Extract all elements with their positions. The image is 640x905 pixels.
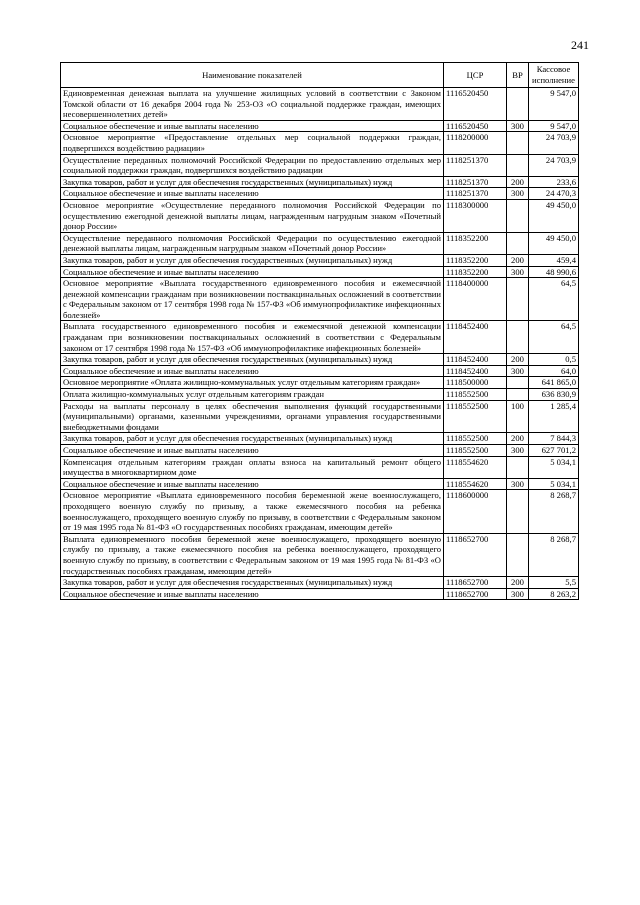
table-row — [61, 154, 579, 176]
row-csr-cell: 1118554620 — [444, 478, 507, 490]
table-header-row — [61, 63, 579, 88]
table-row — [61, 199, 579, 232]
row-csr-cell: 1118552500 — [444, 389, 507, 401]
table-row — [61, 478, 579, 490]
row-sum-cell: 9 547,0 — [529, 120, 579, 132]
row-vr-cell: 100 — [507, 400, 529, 433]
row-sum-cell: 636 830,9 — [529, 389, 579, 401]
row-sum-cell: 49 450,0 — [529, 232, 579, 254]
row-sum-cell: 24 470,3 — [529, 188, 579, 200]
table-row — [61, 88, 579, 121]
table-row — [61, 120, 579, 132]
row-sum-cell: 1 285,4 — [529, 400, 579, 433]
row-csr-cell: 1118400000 — [444, 278, 507, 321]
header-name: Наименование показателей — [61, 63, 444, 88]
row-sum-cell: 24 703,9 — [529, 154, 579, 176]
header-vr: ВР — [507, 63, 529, 88]
row-name-cell: Социальное обеспечение и иные выплаты населению — [61, 266, 444, 278]
row-vr-cell: 300 — [507, 266, 529, 278]
row-csr-cell: 1118251370 — [444, 176, 507, 188]
row-name-cell: Закупка товаров, работ и услуг для обеспечения государственных (муниципальных) нужд — [61, 433, 444, 445]
table-row — [61, 533, 579, 576]
row-csr-cell: 1118452400 — [444, 321, 507, 354]
table-row — [61, 577, 579, 589]
row-vr-cell: 300 — [507, 365, 529, 377]
row-vr-cell — [507, 199, 529, 232]
row-vr-cell: 200 — [507, 354, 529, 366]
row-csr-cell: 1118352200 — [444, 266, 507, 278]
row-sum-cell: 627 701,2 — [529, 445, 579, 457]
row-name-cell: Расходы на выплаты персоналу в целях обеспечения выполнения функций государственными (муниципальными) органами, казенными учреждениями, органами управления государственными внебюджетными фондами — [61, 400, 444, 433]
table-row — [61, 278, 579, 321]
row-csr-cell: 1116520450 — [444, 88, 507, 121]
row-name-cell: Социальное обеспечение и иные выплаты населению — [61, 478, 444, 490]
table-row — [61, 232, 579, 254]
row-vr-cell — [507, 278, 529, 321]
row-sum-cell: 49 450,0 — [529, 199, 579, 232]
row-name-cell: Социальное обеспечение и иные выплаты населению — [61, 365, 444, 377]
table-row — [61, 321, 579, 354]
row-name-cell: Компенсация отдельным категориям граждан оплаты взноса на капитальный ремонт общего имущества в многоквартирном доме — [61, 456, 444, 478]
row-name-cell: Социальное обеспечение и иные выплаты населению — [61, 120, 444, 132]
row-vr-cell: 300 — [507, 120, 529, 132]
row-sum-cell: 233,6 — [529, 176, 579, 188]
row-name-cell: Социальное обеспечение и иные выплаты населению — [61, 188, 444, 200]
row-csr-cell: 1118200000 — [444, 132, 507, 154]
row-vr-cell — [507, 132, 529, 154]
row-sum-cell: 48 990,6 — [529, 266, 579, 278]
row-name-cell: Социальное обеспечение и иные выплаты населению — [61, 445, 444, 457]
row-name-cell: Основное мероприятие «Осуществление переданного полномочия Российской Федерации по осуществлению ежегодной денежной выплаты лицам, награжденным нагрудным знаком «Почетный донор России» — [61, 199, 444, 232]
page-number: 241 — [571, 38, 589, 52]
row-sum-cell: 0,5 — [529, 354, 579, 366]
row-sum-cell: 459,4 — [529, 254, 579, 266]
row-csr-cell: 1118251370 — [444, 154, 507, 176]
row-csr-cell: 1118652700 — [444, 588, 507, 600]
row-name-cell: Закупка товаров, работ и услуг для обеспечения государственных (муниципальных) нужд — [61, 176, 444, 188]
table-row — [61, 456, 579, 478]
row-csr-cell: 1118452400 — [444, 354, 507, 366]
table-row — [61, 266, 579, 278]
row-vr-cell — [507, 456, 529, 478]
row-name-cell: Закупка товаров, работ и услуг для обеспечения государственных (муниципальных) нужд — [61, 577, 444, 589]
header-sum: Кассовое исполнение — [529, 63, 579, 88]
row-name-cell: Основное мероприятие «Оплата жилищно-коммунальных услуг отдельным категориям граждан» — [61, 377, 444, 389]
table-row — [61, 433, 579, 445]
row-csr-cell: 1118554620 — [444, 456, 507, 478]
row-csr-cell: 1118600000 — [444, 490, 507, 533]
row-csr-cell: 1118552500 — [444, 400, 507, 433]
row-csr-cell: 1118552500 — [444, 433, 507, 445]
table-row — [61, 445, 579, 457]
row-name-cell: Основное мероприятие «Предоставление отдельных мер социальной поддержки граждан, подвергшихся воздействию радиации» — [61, 132, 444, 154]
row-csr-cell: 1118251370 — [444, 188, 507, 200]
row-vr-cell — [507, 377, 529, 389]
row-sum-cell: 64,0 — [529, 365, 579, 377]
header-csr: ЦСР — [444, 63, 507, 88]
table-row — [61, 132, 579, 154]
row-vr-cell: 300 — [507, 445, 529, 457]
table-row — [61, 588, 579, 600]
budget-table — [60, 62, 579, 600]
row-sum-cell: 9 547,0 — [529, 88, 579, 121]
row-csr-cell: 1118652700 — [444, 533, 507, 576]
table-row — [61, 400, 579, 433]
row-name-cell: Закупка товаров, работ и услуг для обеспечения государственных (муниципальных) нужд — [61, 354, 444, 366]
row-vr-cell: 300 — [507, 478, 529, 490]
row-vr-cell — [507, 88, 529, 121]
row-name-cell: Осуществление переданных полномочий Российской Федерации по предоставлению отдельных мер социальной поддержки граждан, подвергшихся воздействию радиации — [61, 154, 444, 176]
row-vr-cell: 200 — [507, 577, 529, 589]
row-name-cell: Осуществление переданного полномочия Российской Федерации по осуществлению ежегодной денежной выплаты лицам, награжденным нагрудным знаком «Почетный донор России» — [61, 232, 444, 254]
table-row — [61, 354, 579, 366]
row-name-cell: Основное мероприятие «Выплата единовременного пособия беременной жене военнослужащего, проходящего военную службу по призыву, а также ежемесячного пособия на ребенка военнослужащего, проходящего военную службу по призыву, в соответствии с Федеральным законом от 19 мая 1995 года № 81-ФЗ «О государственных пособиях гражданам, имеющим детей» — [61, 490, 444, 533]
row-vr-cell — [507, 533, 529, 576]
row-sum-cell: 8 268,7 — [529, 490, 579, 533]
row-sum-cell: 5,5 — [529, 577, 579, 589]
row-csr-cell: 1118452400 — [444, 365, 507, 377]
row-sum-cell: 64,5 — [529, 321, 579, 354]
row-sum-cell: 24 703,9 — [529, 132, 579, 154]
row-name-cell: Единовременная денежная выплата на улучшение жилищных условий в соответствии с Законом Томской области от 16 декабря 2004 года № 253-ОЗ «О социальной поддержке граждан, имеющих несовершеннолетних детей» — [61, 88, 444, 121]
row-sum-cell: 641 865,0 — [529, 377, 579, 389]
row-sum-cell: 7 844,3 — [529, 433, 579, 445]
row-vr-cell — [507, 389, 529, 401]
row-vr-cell: 200 — [507, 254, 529, 266]
row-vr-cell — [507, 232, 529, 254]
table-row — [61, 188, 579, 200]
row-csr-cell: 1118552500 — [444, 445, 507, 457]
row-vr-cell: 200 — [507, 433, 529, 445]
row-sum-cell: 5 034,1 — [529, 456, 579, 478]
row-name-cell: Выплата государственного единовременного пособия и ежемесячной денежной компенсации гражданам при возникновении поствакцинальных осложнений в соответствии с Федеральным законом от 17 сентября 1998 года № 157-ФЗ «Об иммунопрофилактике инфекционных болезней» — [61, 321, 444, 354]
row-vr-cell: 300 — [507, 188, 529, 200]
table-row — [61, 254, 579, 266]
row-vr-cell — [507, 154, 529, 176]
row-vr-cell: 300 — [507, 588, 529, 600]
row-name-cell: Выплата единовременного пособия беременной жене военнослужащего, проходящего военную службу по призыву, а также ежемесячного пособия на ребенка военнослужащего, проходящего военную службу по призыву, в соответствии с Федеральным законом от 19 мая 1995 года № 81-ФЗ «О государственных пособиях гражданам, имеющим детей» — [61, 533, 444, 576]
row-name-cell: Закупка товаров, работ и услуг для обеспечения государственных (муниципальных) нужд — [61, 254, 444, 266]
row-sum-cell: 8 268,7 — [529, 533, 579, 576]
row-csr-cell: 1118352200 — [444, 232, 507, 254]
table-row — [61, 176, 579, 188]
row-sum-cell: 8 263,2 — [529, 588, 579, 600]
row-csr-cell: 1118652700 — [444, 577, 507, 589]
row-csr-cell: 1118300000 — [444, 199, 507, 232]
row-csr-cell: 1118500000 — [444, 377, 507, 389]
row-name-cell: Социальное обеспечение и иные выплаты населению — [61, 588, 444, 600]
row-vr-cell — [507, 321, 529, 354]
row-name-cell: Основное мероприятие «Выплата государственного единовременного пособия и ежемесячной денежной компенсации гражданам при возникновении поствакцинальных осложнений в соответствии с Федеральным законом от 17 сентября 1998 года № 157-ФЗ «Об иммунопрофилактике инфекционных болезней» — [61, 278, 444, 321]
table-row — [61, 377, 579, 389]
table-row — [61, 365, 579, 377]
table-row — [61, 490, 579, 533]
table-row — [61, 389, 579, 401]
row-csr-cell: 1118352200 — [444, 254, 507, 266]
row-sum-cell: 5 034,1 — [529, 478, 579, 490]
row-csr-cell: 1116520450 — [444, 120, 507, 132]
table-body — [61, 88, 579, 600]
row-name-cell: Оплата жилищно-коммунальных услуг отдельным категориям граждан — [61, 389, 444, 401]
row-vr-cell — [507, 490, 529, 533]
row-sum-cell: 64,5 — [529, 278, 579, 321]
row-vr-cell: 200 — [507, 176, 529, 188]
